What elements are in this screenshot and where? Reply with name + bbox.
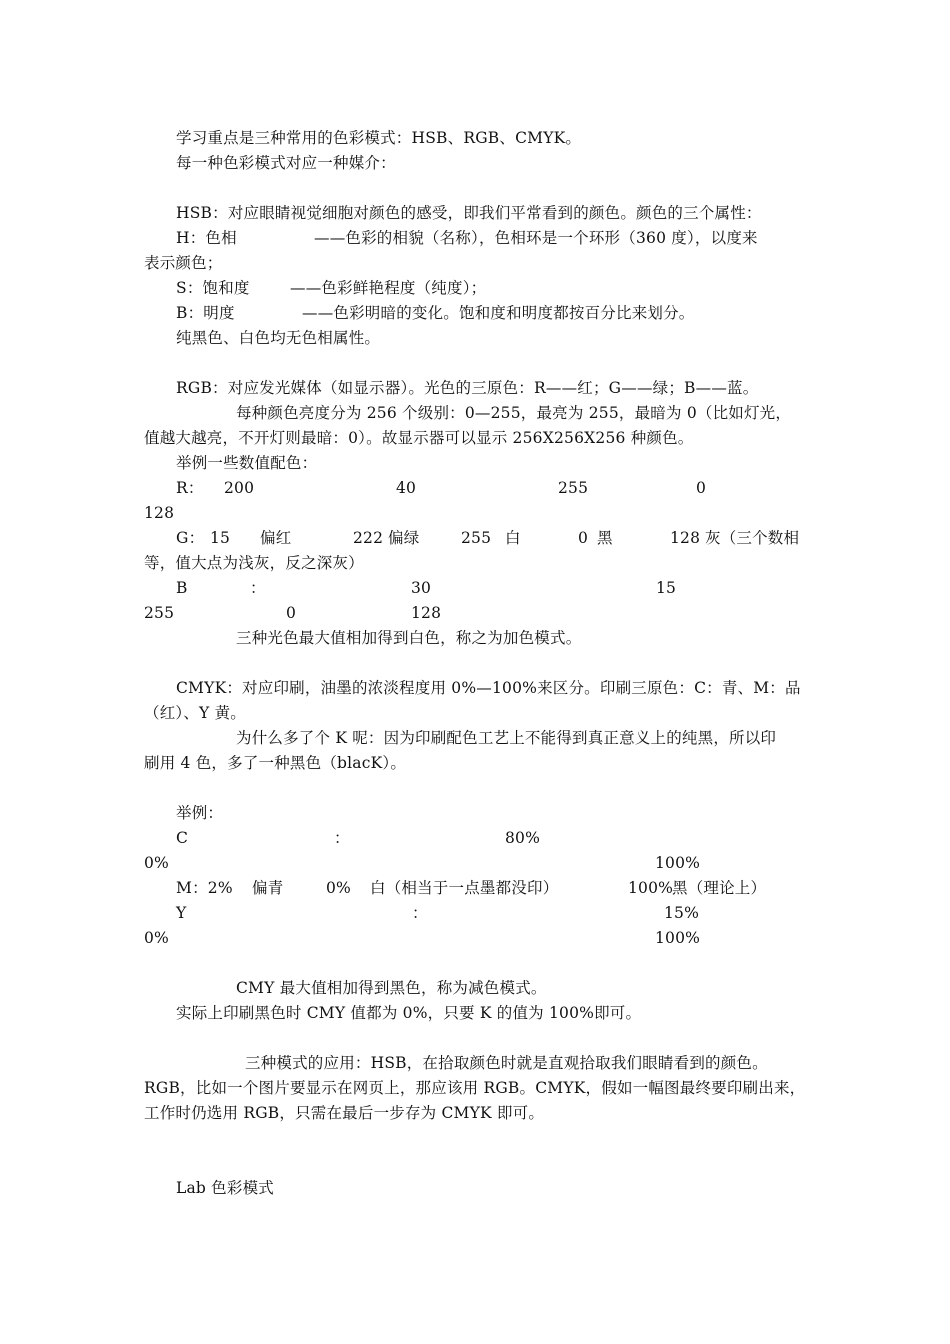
cmyk-y-value: 0% xyxy=(144,929,169,947)
rgb-g-value: 222 xyxy=(353,529,384,547)
hsb-s-description: ——色彩鲜艳程度（纯度）； xyxy=(290,279,487,297)
hsb-h-description: ——色彩的相貌（名称），色相环是一个环形（360 度），以度来 xyxy=(314,229,758,247)
cmyk-m-value: 0% xyxy=(326,879,351,897)
cmyk-c-value: 100% xyxy=(655,854,701,872)
rgb-summary: 三种光色最大值相加得到白色，称之为加色模式。 xyxy=(236,629,582,647)
usage-line-1: 三种模式的应用：HSB，在拾取颜色时就是直观拾取我们眼睛看到的颜色。 xyxy=(245,1054,768,1072)
cmyk-heading: CMYK：对应印刷，油墨的浓淡程度用 0%—100%来区分。印刷三原色：C：青、M：品 xyxy=(176,679,801,697)
rgb-b-value: 255 xyxy=(144,604,175,622)
rgb-paragraph: 每种颜色亮度分为 256 个级别：0—255，最亮为 255，最暗为 0（比如灯光， xyxy=(236,404,792,422)
rgb-example-title: 举例一些数值配色： xyxy=(176,454,318,472)
rgb-b-value: 15 xyxy=(656,579,677,597)
intro-line-2: 每一种色彩模式对应一种媒介： xyxy=(176,154,396,172)
cmyk-m-label: M：2% xyxy=(176,879,233,897)
rgb-g-note: 偏绿 xyxy=(388,529,420,547)
cmyk-m-note: 偏青 xyxy=(252,879,284,897)
rgb-r-label: R： xyxy=(176,479,204,497)
cmyk-heading-cont: （红）、Y 黄。 xyxy=(144,704,247,722)
hsb-h-label: H：色相 xyxy=(176,229,237,247)
cmyk-m-note: 黑（理论上） xyxy=(672,879,767,897)
rgb-r-value: 40 xyxy=(396,479,417,497)
cmyk-why: 为什么多了个 K 呢：因为印刷配色工艺上不能得到真正意义上的纯黑，所以印 xyxy=(236,729,777,747)
cmyk-y-value: 100% xyxy=(655,929,701,947)
hsb-b-description: ——色彩明暗的变化。饱和度和明度都按百分比来划分。 xyxy=(302,304,695,322)
cmyk-y-label: Y xyxy=(176,904,187,922)
rgb-g-note-cont: 等，值大点为浅灰，反之深灰） xyxy=(144,554,364,572)
hsb-note: 纯黑色、白色均无色相属性。 xyxy=(176,329,381,347)
rgb-g-value: 255 xyxy=(461,529,492,547)
hsb-h-description-cont: 表示颜色； xyxy=(144,254,223,272)
cmyk-why-cont: 刷用 4 色，多了一种黑色（blacK）。 xyxy=(144,754,407,772)
hsb-b-label: B：明度 xyxy=(176,304,235,322)
cmyk-summary: CMY 最大值相加得到黑色，称为减色模式。 xyxy=(236,979,547,997)
rgb-b-value: 30 xyxy=(411,579,432,597)
cmyk-y-colon: ： xyxy=(412,904,428,922)
rgb-r-value: 200 xyxy=(224,479,255,497)
cmyk-c-label: C xyxy=(176,829,189,847)
rgb-g-value: 128 xyxy=(670,529,701,547)
rgb-g-note: 黑 xyxy=(597,529,613,547)
intro-line-1: 学习重点是三种常用的色彩模式：HSB、RGB、CMYK。 xyxy=(176,129,582,147)
cmyk-c-value: 80% xyxy=(505,829,541,847)
rgb-g-note: 偏红 xyxy=(260,529,292,547)
cmyk-m-value: 100% xyxy=(628,879,674,897)
rgb-g-value: 15 xyxy=(210,529,231,547)
rgb-r-value: 0 xyxy=(696,479,707,497)
cmyk-practical-note: 实际上印刷黑色时 CMY 值都为 0%，只要 K 的值为 100%即可。 xyxy=(176,1004,642,1022)
rgb-g-note: 白 xyxy=(505,529,521,547)
rgb-r-value: 255 xyxy=(558,479,589,497)
rgb-b-value: 0 xyxy=(286,604,297,622)
rgb-b-label: B xyxy=(176,579,188,597)
cmyk-c-value: 0% xyxy=(144,854,169,872)
rgb-b-colon: ： xyxy=(250,579,266,597)
cmyk-c-colon: ： xyxy=(334,829,350,847)
cmyk-y-value: 15% xyxy=(664,904,700,922)
hsb-s-label: S：饱和度 xyxy=(176,279,250,297)
lab-heading: Lab 色彩模式 xyxy=(176,1179,274,1197)
rgb-b-value: 128 xyxy=(411,604,442,622)
rgb-r-value: 128 xyxy=(144,504,175,522)
cmyk-example-title: 举例： xyxy=(176,804,224,822)
rgb-g-value: 0 xyxy=(578,529,589,547)
rgb-paragraph-cont: 值越大越亮，不开灯则最暗：0）。故显示器可以显示 256X256X256 种颜色。 xyxy=(144,429,694,447)
cmyk-m-note: 白（相当于一点墨都没印） xyxy=(370,879,559,897)
usage-line-3: 工作时仍选用 RGB，只需在最后一步存为 CMYK 即可。 xyxy=(144,1104,545,1122)
rgb-g-label: G： xyxy=(176,529,205,547)
rgb-heading: RGB：对应发光媒体（如显示器）。光色的三原色：R——红；G——绿；B——蓝。 xyxy=(176,379,759,397)
hsb-heading: HSB：对应眼睛视觉细胞对颜色的感受，即我们平常看到的颜色。颜色的三个属性： xyxy=(176,204,762,222)
rgb-g-note: 灰（三个数相 xyxy=(705,529,800,547)
usage-line-2: RGB，比如一个图片要显示在网页上，那应该用 RGB。CMYK，假如一幅图最终要印刷出来， xyxy=(144,1079,806,1097)
